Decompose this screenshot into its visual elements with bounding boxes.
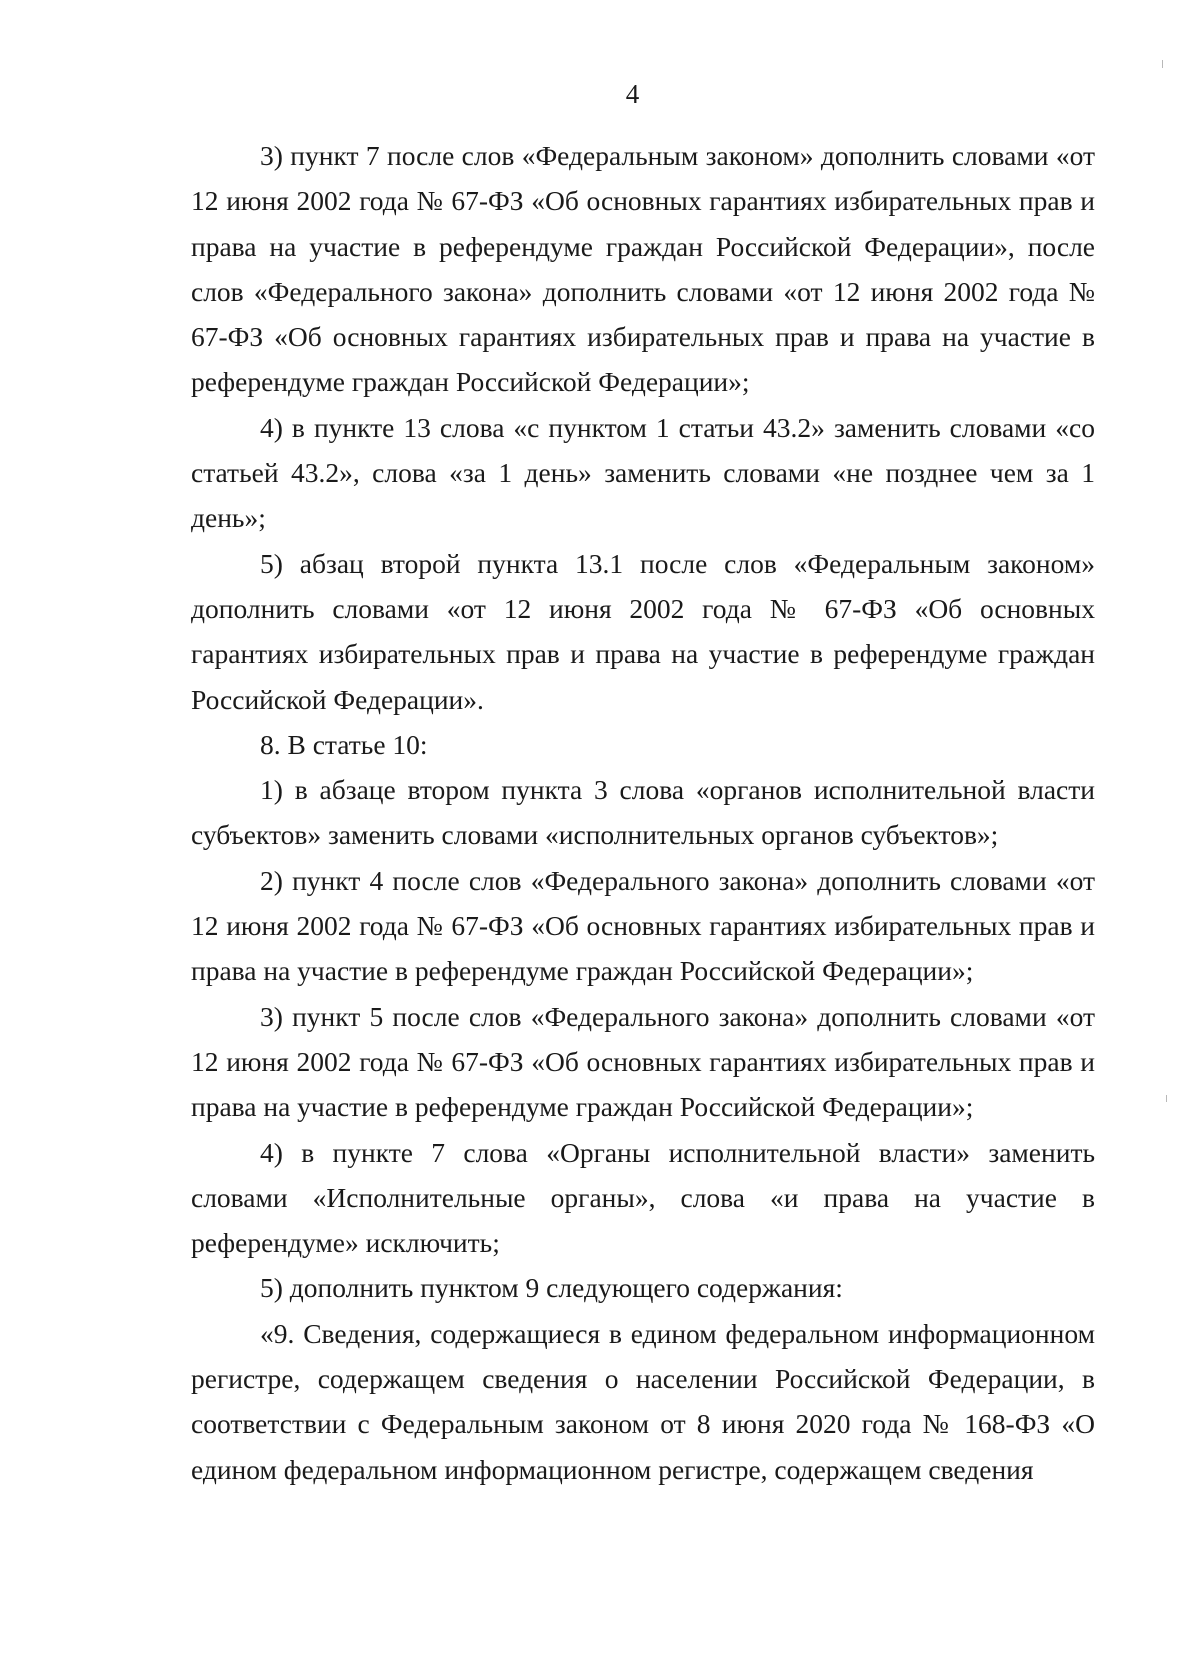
page-number: 4: [625, 79, 640, 109]
paragraph-amendment-3-point-7: 3) пункт 7 после слов «Федеральным законом» дополнить словами «от 12 июня 2002 года № 67-ФЗ «Об основных гарантиях избирательных прав и права на участие в референдуме граждан Российской Федерации», после слов «Федерального закона» дополнить словами «от 12 июня 2002 года № 67-ФЗ «Об основных гарантиях избирательных прав и права на участие в референдуме граждан Российской Федерации»;: [191, 140, 1095, 398]
paragraph-article-10-item-1: 1) в абзаце втором пункта 3 слова «органов исполнительной власти субъектов» заменить словами «исполнительных органов субъектов»;: [191, 774, 1095, 851]
paragraph-article-10-item-4: 4) в пункте 7 слова «Органы исполнительной власти» заменить словами «Исполнительные органы», слова «и права на участие в референдуме» исключить;: [191, 1136, 1095, 1259]
paragraph-amendment-4-point-13: 4) в пункте 13 слова «с пунктом 1 статьи 43.2» заменить словами «со статьей 43.2», слова «за 1 день» заменить словами «не позднее чем за 1 день»;: [191, 411, 1095, 534]
paragraph-point-9-text: «9. Сведения, содержащиеся в едином федеральном информационном регистре, содержащем сведения о населении Российской Федерации, в соответствии с Федеральным законом от 8 июня 2020 года № 168-ФЗ «О едином федеральном информационном регистре, содержащем сведения: [191, 1317, 1095, 1485]
paragraph-amendment-5-point-13-1: 5) абзац второй пункта 13.1 после слов «Федеральным законом» дополнить словами «от 12 июня 2002 года № 67-ФЗ «Об основных гарантиях избирательных прав и права на участие в референдуме граждан Российской Федерации».: [191, 547, 1095, 715]
paragraph-article-10-item-5: 5) дополнить пунктом 9 следующего содержания:: [260, 1272, 843, 1304]
scan-artifact-mark: [1162, 60, 1163, 68]
paragraph-article-10-item-3: 3) пункт 5 после слов «Федерального закона» дополнить словами «от 12 июня 2002 года № 67-ФЗ «Об основных гарантиях избирательных прав и права на участие в референдуме граждан Российской Федерации»;: [191, 1000, 1095, 1123]
paragraph-article-10-heading: 8. В статье 10:: [260, 728, 428, 760]
paragraph-article-10-item-2: 2) пункт 4 после слов «Федерального закона» дополнить словами «от 12 июня 2002 года № 67-ФЗ «Об основных гарантиях избирательных прав и права на участие в референдуме граждан Российской Федерации»;: [191, 864, 1095, 987]
scan-artifact-mark: [1166, 1095, 1167, 1102]
document-body: [191, 133, 1095, 1492]
